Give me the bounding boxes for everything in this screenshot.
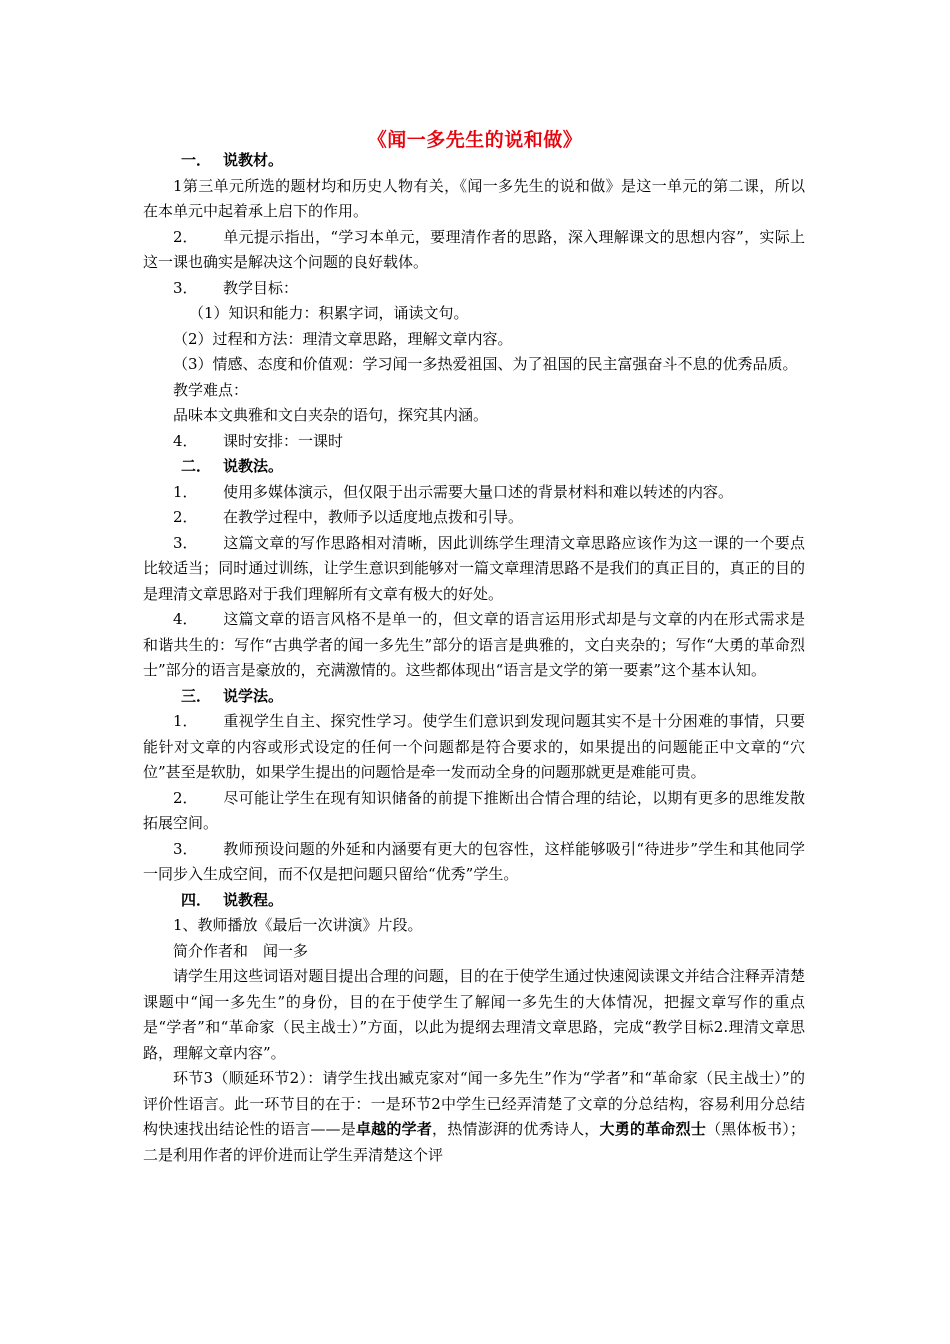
paragraph: 1． 重视学生自主、探究性学习。使学生们意识到发现问题其实不是十分困难的事情，只要能针对文章的内容或形式设定的任何一个问题都是符合要求的，如果提出的问题能正中文章的“穴位”甚至是软肋，如果学生提出的问题恰是牵一发而动全身的问题那就更是难能可贵。	[143, 712, 805, 781]
section-title: 说教法。	[223, 457, 284, 475]
paragraph: 2． 在教学过程中，教师予以适度地点拨和引导。	[173, 508, 524, 526]
paragraph: 3． 这篇文章的写作思路相对清晰，因此训练学生理清文章思路应该作为这一课的一个要点比较适当；同时通过训练，让学生意识到能够对一篇文章理清思路不是我们的真正目的，真正的目的是理清文章思路对于我们理解所有文章有极大的好处。	[143, 533, 805, 603]
paragraph: 4． 这篇文章的语言风格不是单一的，但文章的语言运用形式却是与文章的内在形式需求是和谐共生的：写作“古典学者的闻一多先生”部分的语言是典雅的，文白夹杂的；写作“大勇的革命烈士”部分的语言是豪放的，充满激情的。这些都体现出“语言是文学的第一要素”这个基本认知。	[143, 610, 805, 679]
section-heading-2	[143, 454, 805, 480]
goal-item: （2）过程和方法：理清文章思路，理解文章内容。	[173, 329, 513, 348]
difficulty-text: 品味本文典雅和文白夹杂的语句，探究其内涵。	[173, 406, 489, 424]
paragraph: 1第三单元所选的题材均和历史人物有关，《闻一多先生的说和做》是这一单元的第二课，所以在本单元中起着承上启下的作用。	[143, 176, 805, 220]
paragraph: 1、教师播放《最后一次讲演》片段。	[173, 916, 423, 934]
paragraph: 3． 教学目标：	[173, 278, 299, 297]
goal-item: （3）情感、态度和价值观：学习闻一多热爱祖国、为了祖国的民主富强奋斗不息的优秀品质。	[173, 355, 798, 373]
paragraph: 简介作者和 闻一多	[173, 941, 309, 960]
section-number: 三．	[181, 686, 212, 705]
bold-term: 卓越的学者	[355, 1120, 433, 1138]
paragraph: 环节3（顺延环节2）：请学生找出臧克家对“闻一多先生”作为“学者”和“革命家（民主战士）”的评价性语言。此一环节目的在于：一是环节2中学生已经弄清楚了文章的分总结构，容易利用分总结构快速找出结论性的语言——是卓越的学者，热情澎湃的优秀诗人，大勇的革命烈士（黑体板书）；二是利用作者的评价进而让学生弄清楚这个评	[143, 1069, 805, 1164]
paragraph: 1． 使用多媒体演示，但仅限于出示需要大量口述的背景材料和难以转述的内容。	[173, 482, 734, 501]
difficulty-label: 教学难点：	[173, 380, 249, 399]
paragraph: 请学生用这些词语对题目提出合理的问题，目的在于使学生通过快速阅读课文并结合注释弄清楚课题中“闻一多先生”的身份，目的在于使学生了解闻一多先生的大体情况，把握文章写作的重点是“学者”和“革命家（民主战士）”方面，以此为提纲去理清文章思路，完成“教学目标2.理清文章思路，理解文章内容”。	[143, 967, 805, 1062]
section-heading-3	[143, 684, 805, 710]
section-heading-4	[143, 888, 805, 914]
paragraph: 2． 单元提示指出，“学习本单元，要理清作者的思路，深入理解课文的思想内容”，实际上这一课也确实是解决这个问题的良好载体。	[143, 227, 805, 271]
section-title: 说学法。	[223, 686, 284, 705]
goal-item: （1）知识和能力：积累字词，诵读文句。	[189, 304, 469, 322]
section-title: 说教程。	[223, 890, 284, 909]
section-number: 一．	[181, 151, 212, 169]
section-title: 说教材。	[223, 151, 284, 169]
paragraph: 4． 课时安排：一课时	[173, 431, 344, 450]
paragraph: 3． 教师预设问题的外延和内涵要有更大的包容性，这样能够吸引“待进步”学生和其他同学一同步入生成空间，而不仅是把问题只留给“优秀”学生。	[143, 839, 805, 883]
section-number: 四．	[181, 890, 212, 909]
section-number: 二．	[181, 457, 212, 475]
bold-term: 大勇的革命烈士	[599, 1120, 707, 1138]
section-heading-1	[143, 148, 805, 174]
paragraph: 2． 尽可能让学生在现有知识储备的前提下推断出合情合理的结论，以期有更多的思维发散拓展空间。	[143, 788, 805, 832]
document-body	[143, 148, 805, 1168]
document-title: 《闻一多先生的说和做》	[367, 129, 583, 151]
